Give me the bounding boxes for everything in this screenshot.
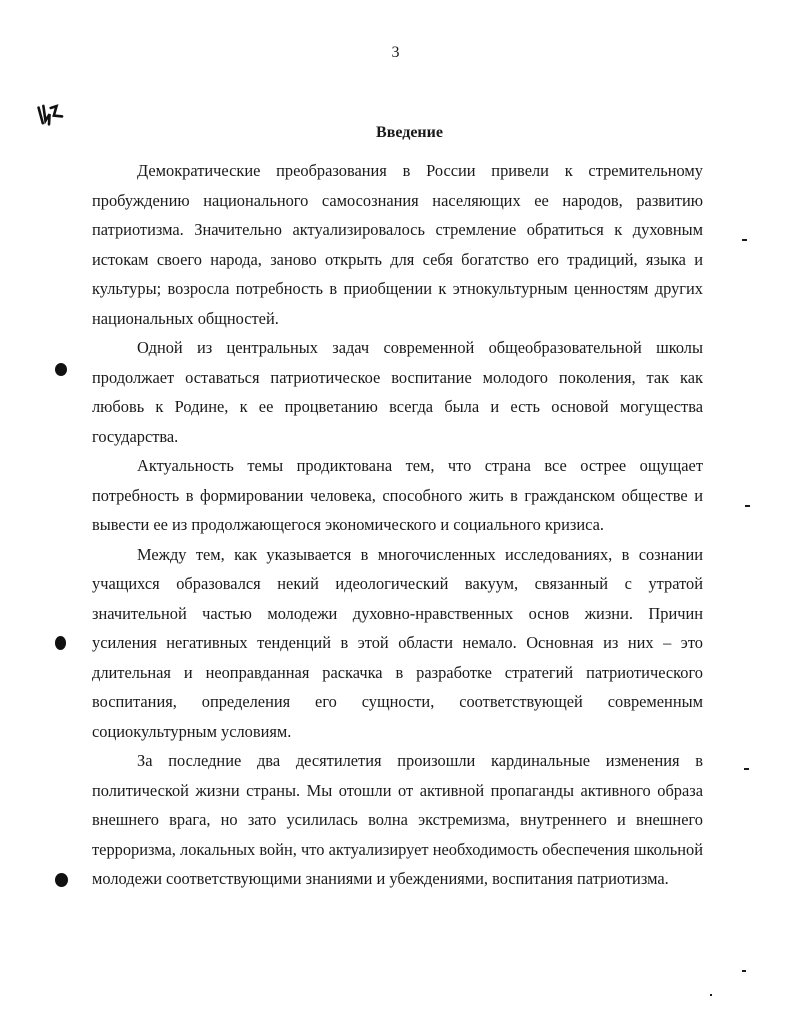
paragraph: Демократические преобразования в России привели к стремительному пробуждению национального самосознания населяющих ее народов, развитию патриотизма. Значительно актуализировалось стремление обратиться к духовным истокам своего народа, заново открыть для себя богатство его традиций, языка и культуры; возросла потребность в приобщении к этнокультурным ценностям других национальных общностей. xyxy=(92,161,703,328)
margin-dash-mark xyxy=(742,239,747,241)
punch-hole-mark-icon xyxy=(55,636,66,650)
paragraph: Между тем, как указывается в многочисленных исследованиях, в сознании учащихся образовался некий идеологический вакуум, связанный с утратой значительной частью молодежи духовно-нравственных основ жизни. Причин усиления негативных тенденций в этой области немало. Основная из них – это длительная и неоправданная раскачка в разработке стратегий патриотического воспитания, определения его сущности, соответствующей современным социокультурным условиям. xyxy=(92,544,703,741)
punch-hole-mark-icon xyxy=(55,363,67,376)
margin-dot-mark xyxy=(710,994,712,996)
page-number: 3 xyxy=(391,44,400,61)
paragraph: Одной из центральных задач современной общеобразовательной школы продолжает оставаться патриотическое воспитание молодого поколения, так как любовь к Родине, к ее процветанию всегда была и есть основой могущества государства. xyxy=(92,338,703,446)
body-text xyxy=(92,156,703,894)
margin-dash-mark xyxy=(742,970,746,972)
paragraph: Актуальность темы продиктована тем, что страна все острее ощущает потребность в формировании человека, способного жить в гражданском обществе и вывести ее из продолжающегося экономического и социального кризиса. xyxy=(92,456,703,534)
page-title: Введение xyxy=(376,124,443,141)
punch-hole-mark-icon xyxy=(55,873,68,887)
paragraph: За последние два десятилетия произошли кардинальные изменения в политической жизни страны. Мы отошли от активной пропаганды активного образа внешнего врага, но зато усилилась волна экстремизма, внутреннего и внешнего терроризма, локальных войн, что актуализирует необходимость обеспечения школьной молодежи соответствующими знаниями и убеждениями, воспитания патриотизма. xyxy=(92,751,703,888)
margin-dash-mark xyxy=(744,768,749,770)
margin-dash-mark xyxy=(745,505,750,507)
